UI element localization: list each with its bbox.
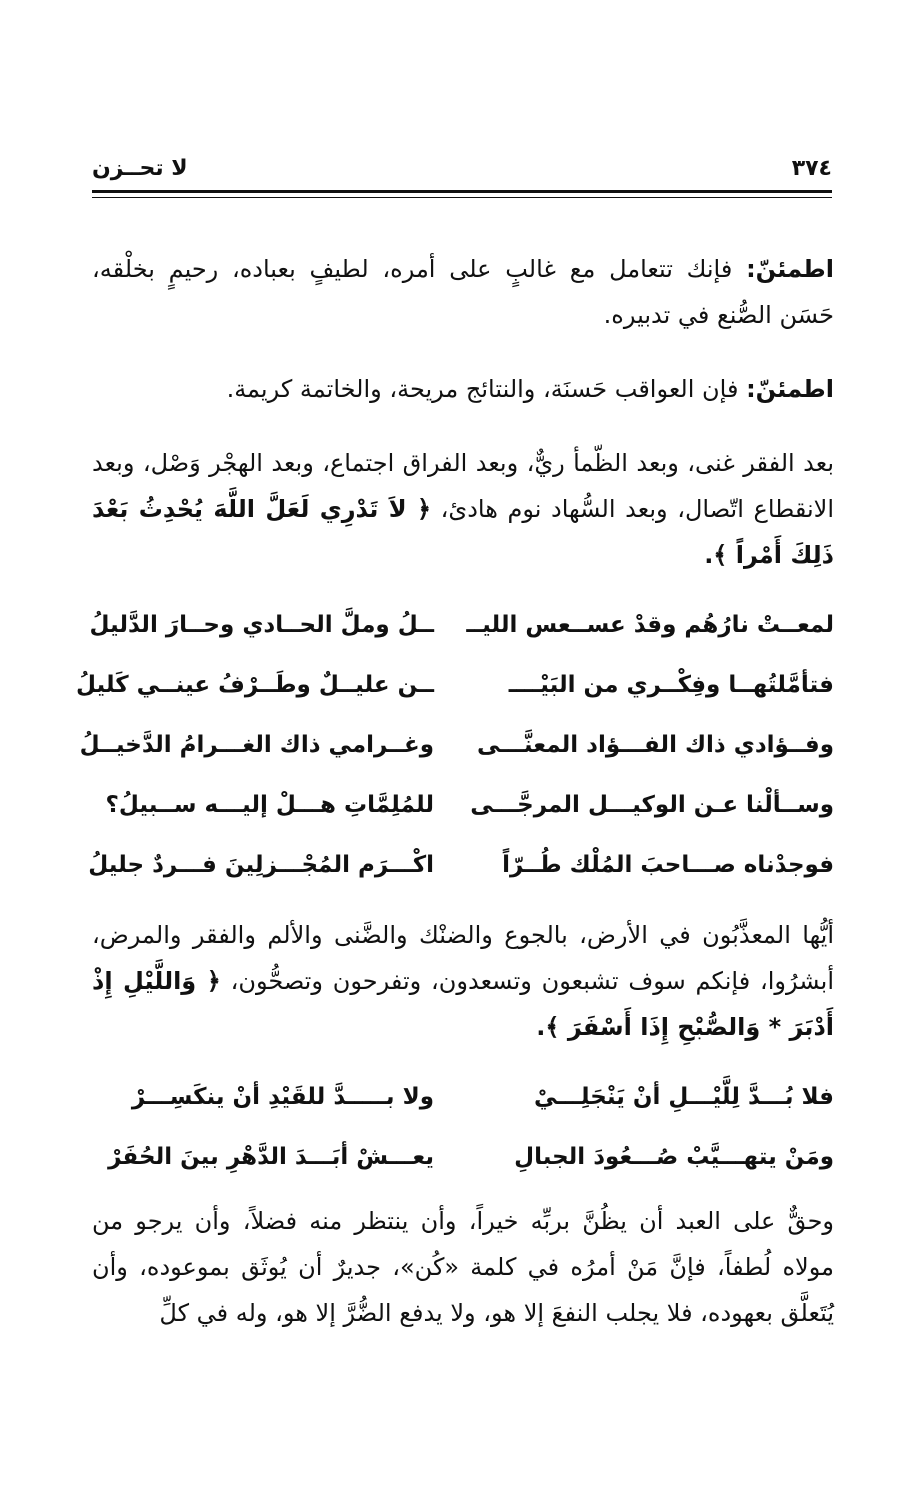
quran-verse: ﴿ لاَ تَدْرِي لَعَلَّ اللَّهَ يُحْدِثُ بَعْدَ ذَلِكَ أَمْراً ﴾. [92,495,834,569]
paragraph-tormented [92,912,834,1050]
verse-second-hemistich: وغــرامي ذاك الغـــرامُ الدَّخيــلُ [79,732,434,758]
header-rule-thin [92,197,832,198]
verse-second-hemistich: للمُلِمَّاتِ هـــلْ إليـــه ســبيلُ؟ [105,792,434,818]
paragraph-good-thoughts [92,1198,834,1336]
paragraph-lead: اطمئنّ: [746,255,834,283]
paragraph-text: فإنك تتعامل مع غالبٍ على أمره، لطيفٍ بعباده، رحيمٍ بخلْقه، حَسَن الصُّنع في تدبيره. [92,255,834,329]
poem-verse [89,604,834,664]
page-number: ٣٧٤ [791,156,832,181]
verse-second-hemistich: ولا بـــــدَّ للقَيْدِ أنْ ينكَسِـــرْ [131,1084,434,1110]
verse-second-hemistich: اكْـــرَم المُجْـــزلِينَ فـــردٌ جليلُ [88,852,434,878]
paragraph-lead: اطمئنّ: [746,375,834,403]
verse-first-hemistich: لمعــتْ نارُهُم وقدْ عســعس الليــ [466,612,834,638]
poem-verse [79,724,834,784]
verse-first-hemistich: وفــؤادي ذاك الفـــؤاد المعنَّـــى [477,732,834,758]
verse-first-hemistich: وســألْنا عـن الوكيـــل المرجَّـــى [470,792,834,818]
poem-block-1 [75,604,834,904]
verse-first-hemistich: فلا بُـــدَّ لِلَّيْـــلِ أنْ يَنْجَلِـــيْ [534,1084,834,1110]
verse-first-hemistich: فتأمَّلتُهــا وفِكْــري من البَيْــــ [508,672,834,698]
paragraph-reassure-2 [92,366,834,412]
paragraph-text: أيُّها المعذَّبُون في الأرض، بالجوع والضنْك والضَّنى والألم والفقر والمرض، أبشرُوا، فإنكم سوف تشبعون وتسعدون، وتفرحون وتصحُّون، [92,921,834,995]
paragraph-text: بعد الفقر غنى، وبعد الظّمأ ريٌّ، وبعد الفراق اجتماع، وبعد الهجْر وَصْل، وبعد الانقطاع اتّصال، وبعد السُّهاد نوم هادئ، [92,449,834,523]
poem-verse [92,1076,834,1136]
paragraph-text: فإن العواقب حَسنَة، والنتائج مريحة، والخاتمة كريمة. [226,375,747,403]
poem-verse [88,844,834,904]
poem-verse [92,1136,834,1196]
verse-second-hemistich: يعـــشْ أبَـــدَ الدَّهْرِ بينَ الحُفَرْ [108,1144,434,1170]
poem-verse [75,664,834,724]
page-header [92,150,832,190]
running-title: لا تحــزن [92,156,188,181]
verse-second-hemistich: ــن عليــلٌ وطَــرْفُ عينــي كَليلُ [75,672,434,698]
poem-verse [92,784,834,844]
poem-block-2 [92,1076,834,1196]
verse-first-hemistich: ومَنْ يتهـــيَّبْ صُـــعُودَ الجبالِ [514,1144,834,1170]
paragraph-reassure-1 [92,246,834,338]
paragraph-text: وحقٌّ على العبد أن يظُنَّ بربِّه خيراً، وأن ينتظر منه فضلاً، وأن يرجو من مولاه لُطفاً، فإنَّ مَنْ أمرُه في كلمة «كُن»، جديرٌ أن يُوثَق بموعوده، وأن يُتَعلَّق بعهوده، فلا يجلب النفعَ إلا هو، ولا يدفع الضُّرَّ إلا هو، وله في كلِّ [92,1207,834,1327]
verse-first-hemistich: فوجدْناه صـــاحبَ المُلْك طُــرّاً [502,852,834,878]
quran-verse: ﴿ وَاللَّيْلِ إِذْ أَدْبَرَ * وَالصُّبْحِ إِذَا أَسْفَرَ ﴾. [92,967,834,1041]
paragraph-after-hardship [92,440,834,578]
verse-second-hemistich: ــلُ وملَّ الحــادي وحــارَ الدَّليلُ [89,612,434,638]
header-rule-thick [92,190,832,193]
